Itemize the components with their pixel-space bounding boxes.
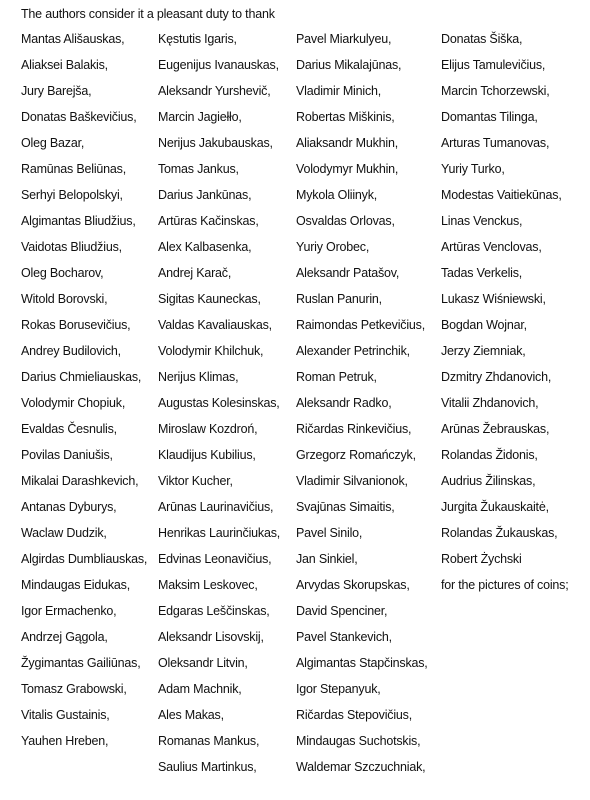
name-entry: Arūnas Laurinavičius,	[158, 500, 274, 514]
name-entry: Aleksandr Radko,	[296, 396, 392, 410]
name-entry: Antanas Dyburys,	[21, 500, 117, 514]
name-entry: Yuriy Orobec,	[296, 240, 370, 254]
name-entry: Aleksandr Yurshevič,	[158, 84, 271, 98]
name-entry: Adam Machnik,	[158, 682, 242, 696]
names-column-3	[296, 31, 428, 785]
name-entry: Aliaksandr Mukhin,	[296, 136, 399, 150]
name-entry: Klaudijus Kubilius,	[158, 448, 256, 462]
name-entry: Mantas Ališauskas,	[21, 32, 125, 46]
names-column-4	[441, 31, 569, 603]
name-entry: Algimantas Bliudžius,	[21, 214, 136, 228]
name-entry: Pavel Miarkulyeu,	[296, 32, 392, 46]
name-entry: Romanas Mankus,	[158, 734, 260, 748]
name-entry: Algimantas Stapčinskas,	[296, 656, 428, 670]
name-entry: Elijus Tamulevičius,	[441, 58, 546, 72]
name-entry: Sigitas Kauneckas,	[158, 292, 261, 306]
name-entry: Nerijus Klimas,	[158, 370, 239, 384]
name-entry: Waldemar Szczuchniak,	[296, 760, 426, 774]
name-entry: Mykola Oliinyk,	[296, 188, 378, 202]
name-entry: Bogdan Wojnar,	[441, 318, 527, 332]
name-entry: Donatas Šiška,	[441, 32, 523, 46]
name-entry: Kęstutis Igaris,	[158, 32, 237, 46]
name-entry: Artūras Venclovas,	[441, 240, 542, 254]
name-entry: Edgaras Leščinskas,	[158, 604, 270, 618]
name-entry: Henrikas Laurinčiukas,	[158, 526, 281, 540]
name-entry: Aleksandr Patašov,	[296, 266, 400, 280]
name-entry: Oleg Bazar,	[21, 136, 85, 150]
name-entry: Žygimantas Gailiūnas,	[21, 656, 141, 670]
name-entry: Jurgita Žukauskaitė,	[441, 500, 549, 514]
name-entry: Darius Chmieliauskas,	[21, 370, 142, 384]
name-entry: Pavel Stankevich,	[296, 630, 392, 644]
name-entry: Marcin Tchorzewski,	[441, 84, 550, 98]
names-column-2	[158, 31, 280, 785]
name-entry: Domantas Tilinga,	[441, 110, 538, 124]
name-entry: Igor Stepanyuk,	[296, 682, 381, 696]
name-entry: Vitalis Gustainis,	[21, 708, 110, 722]
name-entry: Vladimir Silvanionok,	[296, 474, 408, 488]
name-entry: Arūnas Žebrauskas,	[441, 422, 550, 436]
name-entry: David Spenciner,	[296, 604, 388, 618]
name-entry: Augustas Kolesinskas,	[158, 396, 280, 410]
name-entry: Maksim Leskovec,	[158, 578, 258, 592]
name-entry: Eugenijus Ivanauskas,	[158, 58, 279, 72]
name-entry: Andrzej Gągola,	[21, 630, 108, 644]
intro-text: The authors consider it a pleasant duty to thank	[21, 7, 275, 21]
name-entry: Vaidotas Bliudžius,	[21, 240, 122, 254]
name-entry: Grzegorz Romańczyk,	[296, 448, 416, 462]
name-entry: Lukasz Wiśniewski,	[441, 292, 546, 306]
name-entry: Ruslan Panurin,	[296, 292, 382, 306]
name-entry: Ričardas Stepovičius,	[296, 708, 412, 722]
name-entry: Tadas Verkelis,	[441, 266, 523, 280]
name-entry: Povilas Daniušis,	[21, 448, 113, 462]
name-entry: Ričardas Rinkevičius,	[296, 422, 412, 436]
name-entry: Aliaksei Balakis,	[21, 58, 108, 72]
name-entry: Arturas Tumanovas,	[441, 136, 550, 150]
name-entry: Mindaugas Eidukas,	[21, 578, 130, 592]
name-entry: Alex Kalbasenka,	[158, 240, 252, 254]
name-entry: Waclaw Dudzik,	[21, 526, 107, 540]
name-entry: Audrius Žilinskas,	[441, 474, 536, 488]
name-entry: Igor Ermachenko,	[21, 604, 117, 618]
name-entry: Darius Mikalajūnas,	[296, 58, 402, 72]
name-entry: Witold Borovski,	[21, 292, 108, 306]
name-entry: Volodymir Chopiuk,	[21, 396, 126, 410]
name-entry: Jan Sinkiel,	[296, 552, 358, 566]
name-entry: Svajūnas Simaitis,	[296, 500, 395, 514]
name-entry: Evaldas Česnulis,	[21, 422, 117, 436]
name-entry: Viktor Kucher,	[158, 474, 233, 488]
name-entry: Nerijus Jakubauskas,	[158, 136, 273, 150]
name-entry: Oleksandr Litvin,	[158, 656, 248, 670]
name-entry: Andrej Karač,	[158, 266, 232, 280]
name-entry: Jury Barejša,	[21, 84, 92, 98]
name-entry: for the pictures of coins;	[441, 578, 569, 592]
name-entry: Vitalii Zhdanovich,	[441, 396, 539, 410]
name-entry: Mindaugas Suchotskis,	[296, 734, 421, 748]
name-entry: Tomasz Grabowski,	[21, 682, 127, 696]
name-entry: Tomas Jankus,	[158, 162, 239, 176]
name-entry: Volodymir Khilchuk,	[158, 344, 264, 358]
name-entry: Miroslaw Kozdroń,	[158, 422, 258, 436]
name-entry: Andrey Budilovich,	[21, 344, 121, 358]
name-entry: Volodymyr Mukhin,	[296, 162, 399, 176]
name-entry: Alexander Petrinchik,	[296, 344, 410, 358]
name-entry: Darius Jankūnas,	[158, 188, 252, 202]
name-entry: Ramūnas Beliūnas,	[21, 162, 126, 176]
name-entry: Linas Venckus,	[441, 214, 523, 228]
name-entry: Edvinas Leonavičius,	[158, 552, 272, 566]
name-entry: Donatas Baškevičius,	[21, 110, 137, 124]
name-entry: Yauhen Hreben,	[21, 734, 109, 748]
name-entry: Rolandas Žukauskas,	[441, 526, 558, 540]
name-entry: Dzmitry Zhdanovich,	[441, 370, 552, 384]
name-entry: Rolandas Židonis,	[441, 448, 538, 462]
name-entry: Rokas Borusevičius,	[21, 318, 131, 332]
name-entry: Pavel Sinilo,	[296, 526, 363, 540]
name-entry: Serhyi Belopolskyi,	[21, 188, 123, 202]
name-entry: Arvydas Skorupskas,	[296, 578, 410, 592]
name-entry: Roman Petruk,	[296, 370, 377, 384]
names-column-1	[21, 31, 147, 759]
name-entry: Artūras Kačinskas,	[158, 214, 259, 228]
name-entry: Yuriy Turko,	[441, 162, 505, 176]
name-entry: Saulius Martinkus,	[158, 760, 257, 774]
name-entry: Modestas Vaitiekūnas,	[441, 188, 562, 202]
name-entry: Robert Żychski	[441, 552, 522, 566]
name-entry: Robertas Miškinis,	[296, 110, 395, 124]
name-entry: Jerzy Ziemniak,	[441, 344, 526, 358]
name-entry: Aleksandr Lisovskij,	[158, 630, 264, 644]
name-entry: Valdas Kavaliauskas,	[158, 318, 272, 332]
name-entry: Algirdas Dumbliauskas,	[21, 552, 148, 566]
name-entry: Marcin Jagiełło,	[158, 110, 242, 124]
name-entry: Raimondas Petkevičius,	[296, 318, 425, 332]
name-entry: Oleg Bocharov,	[21, 266, 104, 280]
name-entry: Mikalai Darashkevich,	[21, 474, 139, 488]
name-entry: Vladimir Minich,	[296, 84, 382, 98]
name-entry: Osvaldas Orlovas,	[296, 214, 395, 228]
name-entry: Ales Makas,	[158, 708, 224, 722]
